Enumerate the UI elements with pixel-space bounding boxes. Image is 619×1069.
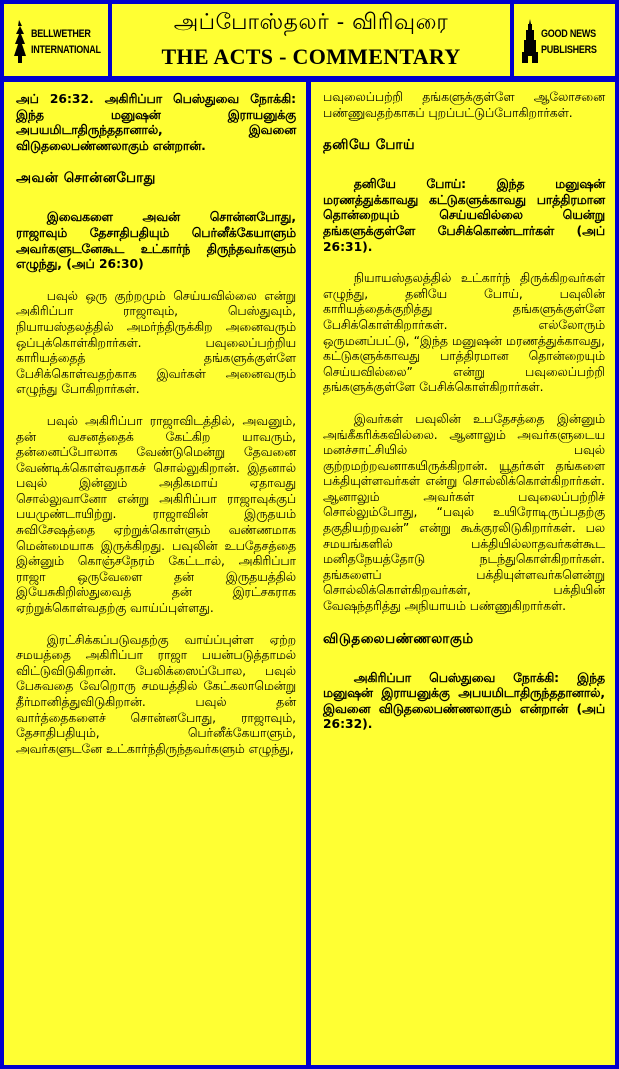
paragraph: பவுலைப்பற்றி தங்களுக்குள்ளே ஆலோசனை பண்ணுவதற்காகப் புறப்பட்டுப்போகிறார்கள். (323, 90, 605, 120)
verse-quote-26-30: இவைகளை அவன் சொன்னபோது, ராஜாவும் தேசாதிபதியும் பெர்னீக்கேயாளும் அவர்களுடனேகூட உட்கார்ந் திருந்தவர்களும் எழுந்து, (அப் 26:30) (16, 210, 296, 272)
logo-left-line1: BELLWETHER (31, 28, 91, 40)
section-heading-thaniye-poi: தனியே போய் (323, 137, 416, 154)
right-column (311, 82, 615, 1065)
paragraph: பவுல் அகிரிப்பா ராஜாவிடத்தில், அவனும், தன் வசனத்தைக் கேட்கிற யாவரும், தன்னைப்போலாக வேண்டுமென்று தேவனை வேண்டிக்கொள்வதாகச் சொல்லுகிறான். இதனால் பவுல் இன்னும் அதிகமாய் ஏதாவது சொல்லுவானோ என்று அகிரிப்பா ராஜாவுக்குப் பயமுண்டாயிற்று. ராஜாவின் இருதயம் சுவிசேஷத்தை ஏற்றுக்கொள்ளும் வண்ணமாக மென்மையாக இருக்கிறது. பவுலின் உபதேசத்தை இன்னும் கொஞ்சநேரம் கேட்டால், அகிரிப்பா ராஜா ஒருவேளை தன் இருதயத்தில் இயேசுகிறிஸ்துவைத் தன் இரட்சகராக ஏற்றுக்கொள்வதற்கு வாய்ப்புள்ளது. (16, 413, 296, 616)
paragraph: இவர்கள் பவுலின் உபதேசத்தை இன்னும் அங்கீகரிக்கவில்லை. ஆனாலும் அவர்களுடைய மனச்சாட்சியில் பவுல் குற்றமற்றவனாகயிருக்கிறான். யூதர்கள் தங்களை பக்தியுள்ளவர்கள் என்று சொல்லிக்கொள்கிறார்கள். ஆனாலும் அவர்கள் பவுலைப்பற்றிச் சொல்லும்போது, “பவுல் உயிரோடிருப்பதற்கு தகுதியற்றவன்” என்று கூக்குரலிடுகிறார்கள். பல சமயங்களில் பக்தியில்லாதவர்கள்கூட மனிதநேயத்தோடு நடந்துகொள்கிறார்கள். தங்களைப் பக்தியுள்ளவர்களென்று சொல்லிக்கொள்கிறவர்கள், பக்தியின் வேஷந்தரித்து அநியாயம் பண்ணுகிறார்கள். (323, 411, 605, 614)
section-heading-avan-sonnapothu: அவன் சொன்னபோது (16, 170, 156, 187)
title-tamil: அப்போஸ்தலர் - விரிவுரை (173, 10, 449, 35)
title-english: THE ACTS - COMMENTARY (161, 44, 461, 69)
building-tower-icon (521, 18, 539, 64)
bellwether-sheep-icon (11, 18, 29, 64)
bellwether-logo (4, 4, 108, 76)
paragraph: நியாயஸ்தலத்தில் உட்கார்ந் திருக்கிறவர்கள் எழுந்து, தனியே போய், பவுலின் காரியத்தைக்குறித்து தங்களுக்குள்ளே பேசிக்கொள்கிறார்கள். எல்லோரும் ஒருமனப்பட்டு, “இந்த மனுஷன் மரணத்துக்காவது, கட்டுகளுக்காவது பாத்திரமான தொன்றையும் செய்யவில்லை” என்று பவுலைப்பற்றி தங்களுக்குள்ளே பேசிக்கொள்கிறார்கள். (323, 271, 605, 395)
verse-quote-26-31: தனியே போய்: இந்த மனுஷன் மரணத்துக்காவது கட்டுகளுக்காவது பாத்திரமான தொன்றையும் செய்யவில்லை யென்று தங்களுக்குள்ளே பேசிக்கொண்டார்கள் (அப் 26:31). (323, 177, 605, 254)
logo-right-line1: GOOD NEWS (541, 28, 596, 40)
verse-intro: அப் 26:32. அகிரிப்பா பெஸ்துவை நோக்கி: இந்த மனுஷன் இராயனுக்கு அபயமிடாதிருந்ததானால், இவனை விடுதலைபண்ணலாகும் என்றான். (16, 92, 296, 153)
section-heading-viduthalai: விடுதலைபண்ணலாகும் (323, 630, 474, 647)
good-news-logo (514, 4, 615, 76)
logo-left-line2: INTERNATIONAL (31, 44, 101, 56)
left-column (4, 82, 306, 1065)
verse-quote-26-32: அகிரிப்பா பெஸ்துவை நோக்கி: இந்த மனுஷன் இராயனுக்கு அபயமிடாதிருந்ததானால், இவனை விடுதலைபண்ணலாகும் என்றான் (அப் 26:32). (323, 670, 605, 732)
paragraph: இரட்சிக்கப்படுவதற்கு வாய்ப்புள்ள ஏற்ற சமயத்தை அகிரிப்பா ராஜா பயன்படுத்தாமல் விட்டுவிடுகிறான். பேலிக்ஸைப்போல, பவுல் பேசுவதை வேறொரு சமயத்தில் கேட்கலாமென்று தீர்மானித்துவிடுகிறான். பவுல் தன் வார்த்தைகளைச் சொன்னபோது, ராஜாவும், தேசாதிபதியும், பெர்னீக்கேயாளும், அவர்களுடனே உட்கார்ந்திருந்தவர்களும் எழுந்து, (16, 632, 296, 756)
page-header (112, 4, 510, 76)
logo-right-line2: PUBLISHERS (541, 44, 597, 56)
paragraph: பவுல் ஒரு குற்றமும் செய்யவில்லை என்று அகிரிப்பா ராஜாவும், பெஸ்துவும், நியாயஸ்தலத்தில் அமர்ந்திருக்கிற அனைவரும் ஒப்புக்கொள்கிறார்கள். பவுலைப்பற்றிய காரியத்தைத் தங்களுக்குள்ளே பேசிக்கொள்வதற்காக இவர்கள் அனைவரும் எழுந்து போகிறார்கள். (16, 288, 296, 397)
